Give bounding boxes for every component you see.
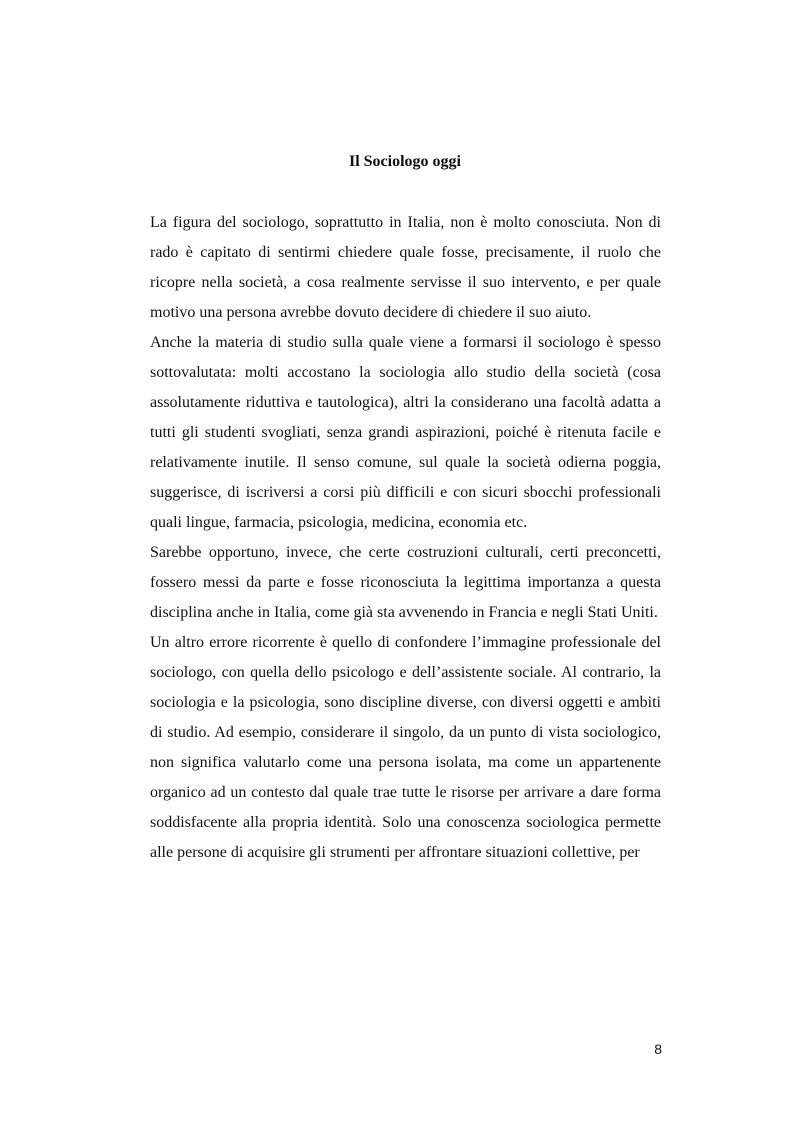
page-number: 8	[654, 1041, 662, 1057]
paragraph-1: La figura del sociologo, soprattutto in Italia, non è molto conosciuta. Non di rado è capitato di sentirmi chiedere quale fosse, precisamente, il ruolo che ricopre nella società, a cosa realmente servisse il suo intervento, e per quale motivo una persona avrebbe dovuto decidere di chiedere il suo aiuto.	[150, 214, 661, 321]
body-text	[150, 208, 661, 868]
paragraph-2: Anche la materia di studio sulla quale viene a formarsi il sociologo è spesso sottovalutata: molti accostano la sociologia allo studio della società (cosa assolutamente riduttiva e tautologica), altri la considerano una facoltà adatta a tutti gli studenti svogliati, senza grandi aspirazioni, poiché è ritenuta facile e relativamente inutile. Il senso comune, sul quale la società odierna poggia, suggerisce, di iscriversi a corsi più difficili e con sicuri sbocchi professionali quali lingue, farmacia, psicologia, medicina, economia etc.	[150, 334, 661, 531]
paragraph-4: Un altro errore ricorrente è quello di confondere l’immagine professionale del sociologo, con quella dello psicologo e dell’assistente sociale. Al contrario, la sociologia e la psicologia, sono discipline diverse, con diversi oggetti e ambiti di studio. Ad esempio, considerare il singolo, da un punto di vista sociologico, non significa valutarlo come una persona isolata, ma come un appartenente organico ad un contesto dal quale trae tutte le risorse per arrivare a dare forma soddisfacente alla propria identità. Solo una conoscenza sociologica permette alle persone di acquisire gli strumenti per affrontare situazioni collettive, per	[150, 634, 661, 861]
paragraph-3: Sarebbe opportuno, invece, che certe costruzioni culturali, certi preconcetti, fossero messi da parte e fosse riconosciuta la legittima importanza a questa disciplina anche in Italia, come già sta avvenendo in Francia e negli Stati Uniti.	[150, 544, 661, 621]
page-title: Il Sociologo oggi	[348, 153, 461, 170]
